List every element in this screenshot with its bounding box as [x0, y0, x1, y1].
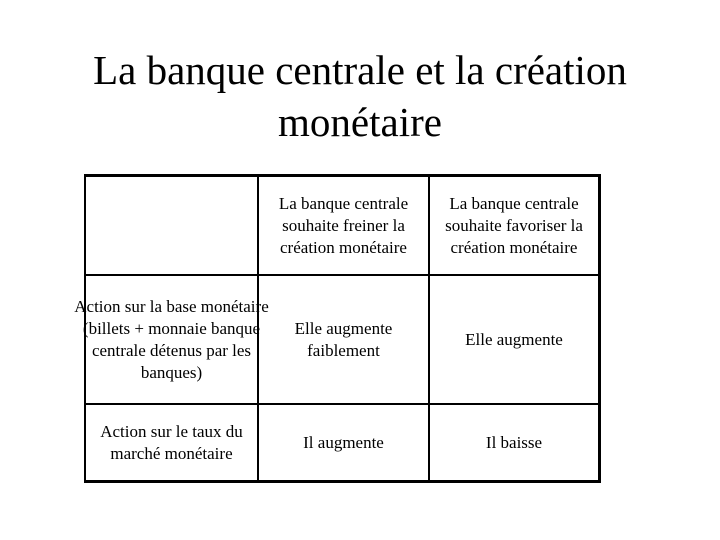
- row-label-taux-marche: Action sur le taux du marché monétaire: [100, 421, 243, 463]
- cell-taux-freiner: Il augmente: [303, 432, 384, 452]
- table-border-right: [598, 174, 601, 483]
- column-header-favoriser: La banque centrale souhaite favoriser la création monétaire: [445, 193, 583, 257]
- header-corner: [86, 177, 257, 274]
- cell-base-favoriser: Elle augmente: [465, 329, 563, 349]
- slide-title: La banque centrale et la création monétaire: [93, 47, 627, 145]
- cell-taux-favoriser: Il baisse: [485, 432, 543, 452]
- cell-base-freiner: Elle augmente faiblement: [294, 318, 393, 360]
- table-border-bottom: [84, 480, 601, 483]
- row-label-base-monetaire: Action sur la base monétaire (billets + monnaie banque centrale détenus par les banques): [74, 296, 269, 382]
- column-header-freiner: La banque centrale souhaite freiner la création monétaire: [278, 193, 409, 257]
- comparison-table: [74, 174, 601, 483]
